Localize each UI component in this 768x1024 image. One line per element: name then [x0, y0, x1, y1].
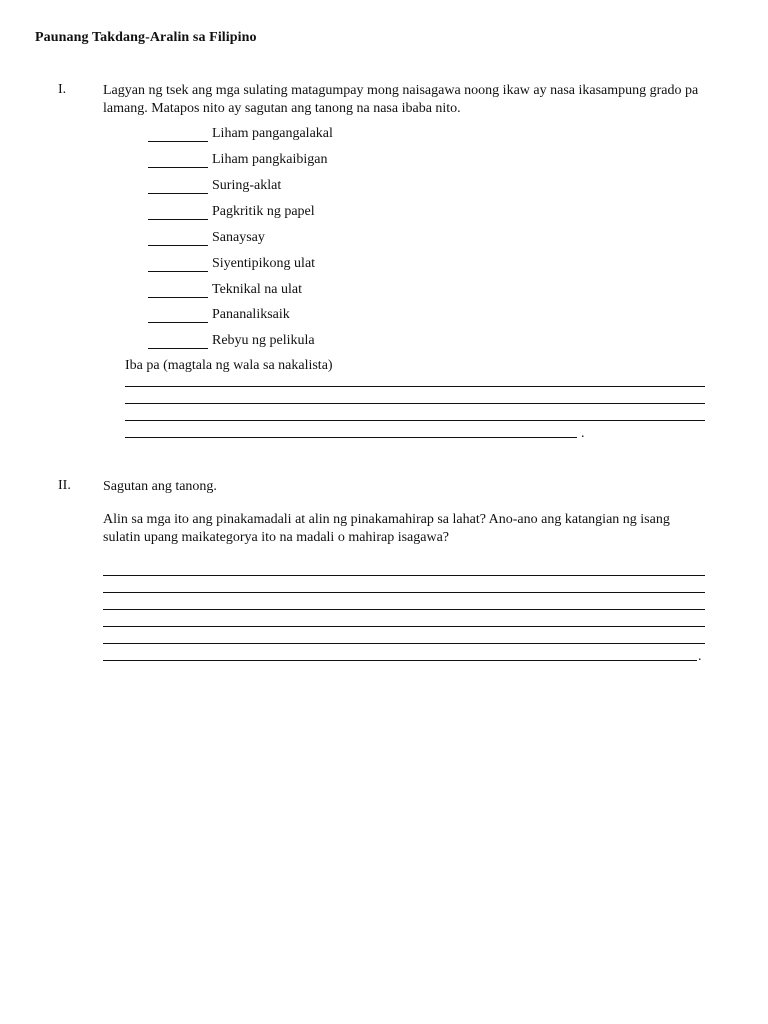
others-label: Iba pa (magtala ng wala sa nakalista): [125, 358, 333, 373]
end-period: .: [581, 426, 585, 441]
checkbox-blank[interactable]: [148, 181, 208, 194]
checklist-item[interactable]: [148, 305, 290, 323]
answer-line[interactable]: [125, 437, 577, 438]
checklist-item-label: Rebyu ng pelikula: [212, 333, 315, 348]
answer-line[interactable]: [103, 643, 705, 644]
checklist-item[interactable]: [148, 331, 315, 349]
answer-line[interactable]: [125, 420, 705, 421]
section-1-numeral: I.: [58, 82, 67, 97]
answer-line[interactable]: [103, 575, 705, 576]
checklist-item-label: Sanaysay: [212, 230, 265, 245]
checklist-item[interactable]: [148, 254, 315, 272]
checklist-item[interactable]: [148, 150, 327, 168]
section-2-numeral: II.: [58, 478, 71, 493]
section-1-instruction: Lagyan ng tsek ang mga sulating matagumpay mong naisagawa noong ikaw ay nasa ikasampung grado pa lamang. Matapos nito ay sagutan ang tanong na nasa ibaba nito.: [103, 83, 699, 116]
checklist-item[interactable]: [148, 228, 265, 246]
checklist-item-label: Pananaliksaik: [212, 307, 290, 322]
answer-line[interactable]: [103, 592, 705, 593]
checklist-item[interactable]: [148, 124, 333, 142]
checklist-item[interactable]: [148, 202, 315, 220]
section-2-instruction: Sagutan ang tanong.: [103, 479, 217, 494]
checklist-item-label: Liham pangkaibigan: [212, 152, 328, 167]
page-title: Paunang Takdang-Aralin sa Filipino: [35, 30, 257, 45]
checklist-item[interactable]: [148, 280, 302, 298]
checklist-item-label: Siyentipikong ulat: [212, 256, 316, 271]
checklist-item-label: Suring-aklat: [212, 178, 282, 193]
answer-line[interactable]: [125, 386, 705, 387]
answer-line[interactable]: [103, 626, 705, 627]
end-period: .: [698, 649, 702, 664]
checklist-item-label: Pagkritik ng papel: [212, 204, 315, 219]
checkbox-blank[interactable]: [148, 259, 208, 272]
checkbox-blank[interactable]: [148, 129, 208, 142]
checkbox-blank[interactable]: [148, 155, 208, 168]
checkbox-blank[interactable]: [148, 285, 208, 298]
checkbox-blank[interactable]: [148, 336, 208, 349]
answer-line[interactable]: [103, 609, 705, 610]
checklist-item[interactable]: [148, 176, 281, 194]
checklist-item-label: Liham pangangalakal: [212, 126, 333, 141]
checkbox-blank[interactable]: [148, 207, 208, 220]
section-2-question: Alin sa mga ito ang pinakamadali at alin ng pinakamahirap sa lahat? Ano-ano ang katangian ng isang sulatin upang maikategorya ito na madali o mahirap isagawa?: [103, 512, 670, 545]
checklist-item-label: Teknikal na ulat: [212, 282, 302, 297]
checkbox-blank[interactable]: [148, 233, 208, 246]
answer-line[interactable]: [103, 660, 697, 661]
checkbox-blank[interactable]: [148, 310, 208, 323]
answer-line[interactable]: [125, 403, 705, 404]
